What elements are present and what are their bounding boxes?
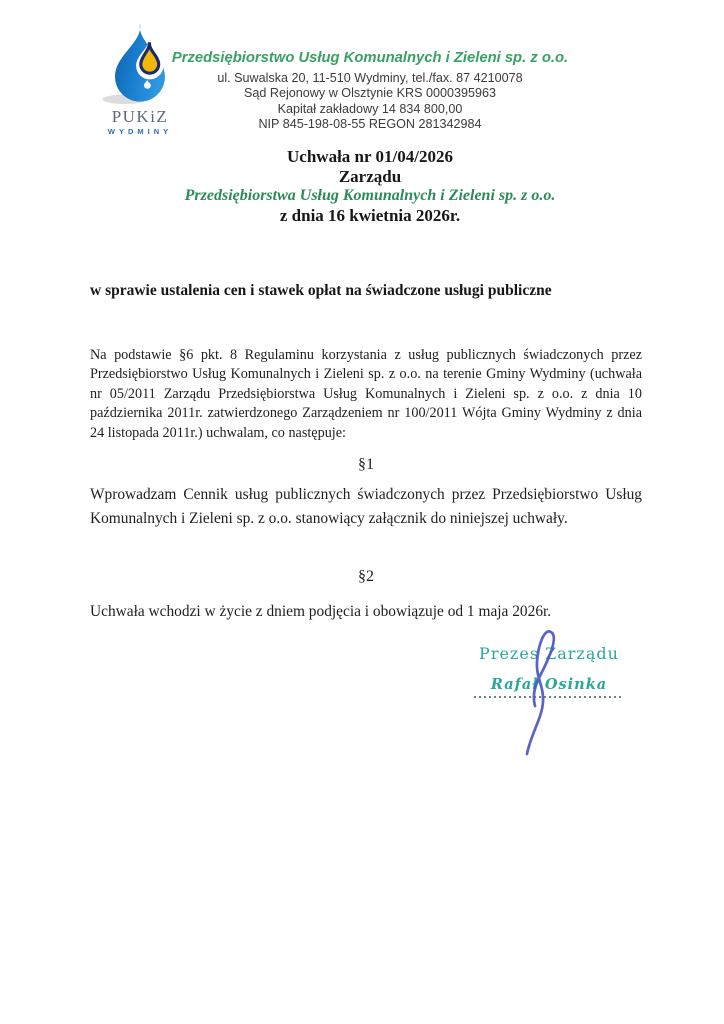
signature-block	[474, 644, 624, 698]
letterhead-company-name: Przedsiębiorstwo Usług Komunalnych i Zieleni sp. z o.o.	[171, 50, 569, 66]
letterhead-capital: Kapitał zakładowy 14 834 800,00	[277, 101, 463, 116]
title-date: z dnia 16 kwietnia 2026r.	[279, 205, 461, 225]
section-1-text: Wprowadzam Cennik usług publicznych świadczonych przez Przedsiębiorstwo Usług Komunalnych i Zieleni sp. z o.o. stanowiący załącznik do niniejszej uchwały.	[90, 486, 642, 527]
legal-preamble: Na podstawie §6 pkt. 8 Regulaminu korzystania z usług publicznych świadczonych przez Przedsiębiorstwo Usług Komunalnych i Zieleni sp. z o.o. na terenie Gminy Wydminy (uchwała nr 05/2011 Zarządu Przedsiębiorstwa Usług Komunalnych i Zieleni sp. z o.o. z dnia 10 października 2011r. zatwierdzonego Zarządzeniem nr 100/2011 Wójta Gminy Wydminy z dnia 24 listopada 2011r.) uchwalam, co następuje:	[90, 347, 642, 441]
title-company: Przedsiębiorstwa Usług Komunalnych i Zieleni sp. z o.o.	[184, 187, 556, 205]
company-letterhead	[90, 50, 650, 133]
resolution-title	[90, 147, 650, 225]
logo-town: WYDMINY	[107, 127, 173, 136]
letterhead-registry: NIP 845-198-08-55 REGON 281342984	[258, 117, 482, 132]
section-2-text: Uchwała wchodzi w życie z dniem podjęcia i obowiązuje od 1 maja 2026r.	[90, 603, 552, 620]
title-board: Zarządu	[338, 166, 402, 186]
letterhead-court: Sąd Rejonowy w Olsztynie KRS 0000395963	[243, 86, 497, 101]
logo-acronym: PUKiZ	[111, 107, 169, 126]
section-1-mark: §1	[358, 456, 374, 473]
signature-role-stamp: Prezes Zarządu	[479, 644, 619, 663]
signature-name-stamp: Rafał Osinka	[490, 676, 608, 693]
resolution-subject: w sprawie ustalenia cen i stawek opłat na świadczone usługi publiczne	[90, 282, 552, 299]
letterhead-address: ul. Suwalska 20, 11-510 Wydminy, tel./fax. 87 4210078	[217, 71, 523, 85]
signature-dotted-line	[474, 696, 624, 698]
section-2-mark: §2	[358, 568, 374, 585]
title-number: Uchwała nr 01/04/2026	[287, 147, 453, 166]
